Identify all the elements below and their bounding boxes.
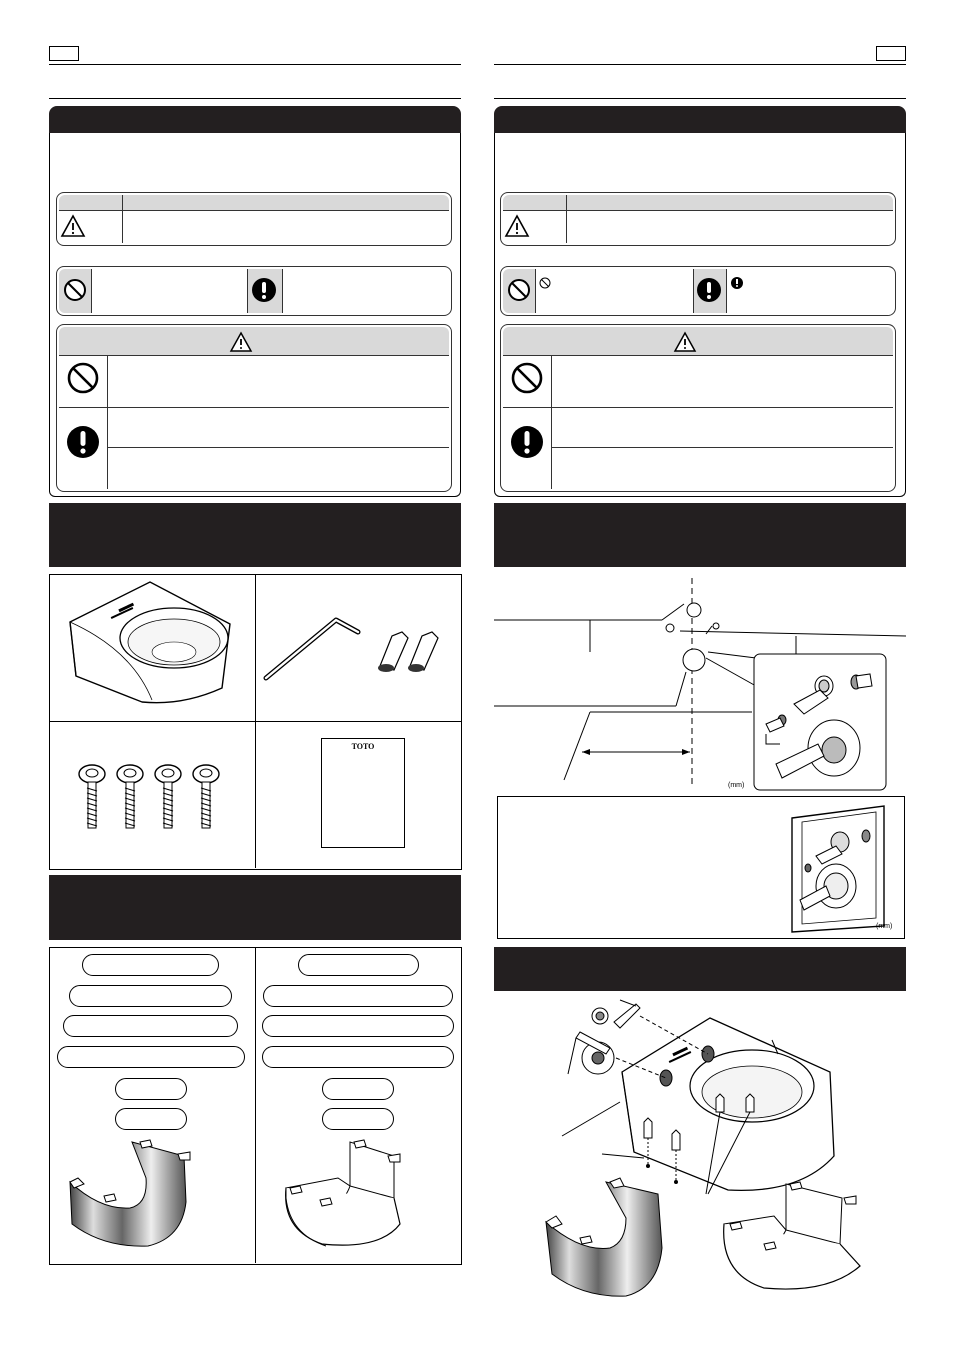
safety-header-bar-left xyxy=(49,106,461,133)
warning-triangle-icon xyxy=(504,214,530,238)
header-rule-right-2 xyxy=(494,98,906,99)
skirt-option-pill-12 xyxy=(322,1108,394,1130)
prohibition-icon xyxy=(510,361,544,395)
header-rule-left xyxy=(49,64,461,65)
caution-icon-column-divider xyxy=(107,355,108,489)
skirt-grid-vline xyxy=(255,947,256,1263)
caution-box-left xyxy=(56,324,452,492)
caution-row-line-2 xyxy=(108,447,449,448)
stainless-skirt-illustration xyxy=(64,1138,212,1250)
legend-divider xyxy=(122,195,123,243)
legend-divider xyxy=(566,195,567,243)
legend-row-line xyxy=(59,210,449,211)
prohibition-icon xyxy=(66,361,100,395)
booklet-brand-logo: TOTO xyxy=(351,742,375,751)
skirt-option-pill-1 xyxy=(82,954,219,976)
safety-header-bar-right xyxy=(494,106,906,133)
caution-header xyxy=(59,327,449,356)
skirt-option-pill-3 xyxy=(63,1015,238,1037)
rough-in-dimension-diagram xyxy=(494,574,906,794)
installation-exploded-diagram xyxy=(540,998,880,1306)
skirt-option-pill-2 xyxy=(69,985,232,1007)
header-rule-left-2 xyxy=(49,98,461,99)
symbol-legend-table-left xyxy=(56,192,452,246)
legend-header-row xyxy=(503,195,893,210)
caution-row-line-1 xyxy=(59,407,449,408)
legend-row-line xyxy=(503,210,893,211)
parts-header-band xyxy=(49,503,461,567)
right-page-number-box xyxy=(876,46,906,61)
skirt-option-pill-5 xyxy=(115,1078,187,1100)
caution-row-line-1 xyxy=(503,407,893,408)
instruction-booklet-illustration xyxy=(321,738,405,848)
prohibition-icon xyxy=(63,278,87,302)
hex-key-and-anchors-illustration xyxy=(262,612,452,692)
toilet-bowl-illustration xyxy=(62,580,242,710)
skirt-option-pill-4 xyxy=(57,1046,245,1068)
mounting-screws-illustration xyxy=(72,758,232,832)
mandatory-exclamation-icon xyxy=(251,277,277,303)
skirt-option-pill-9 xyxy=(262,1015,454,1037)
units-label: (mm) xyxy=(728,782,745,789)
skirt-option-pill-10 xyxy=(262,1046,454,1068)
header-rule-right xyxy=(494,64,906,65)
warning-triangle-icon xyxy=(673,331,697,353)
caution-row-line-2 xyxy=(552,447,893,448)
skirt-option-pill-11 xyxy=(322,1078,394,1100)
prohibition-icon-small xyxy=(539,277,551,289)
installation-header-band xyxy=(494,947,906,991)
caution-box-right xyxy=(500,324,896,492)
white-skirt-illustration xyxy=(280,1138,440,1250)
symbol-legend-table-right xyxy=(500,192,896,246)
skirt-option-pill-6 xyxy=(115,1108,187,1130)
mandatory-exclamation-icon xyxy=(66,425,100,459)
caution-header xyxy=(503,327,893,356)
wall-units-label: (mm) xyxy=(876,923,893,930)
symbol-meaning-strip-left xyxy=(56,266,452,316)
mandatory-exclamation-icon-small xyxy=(731,277,743,289)
prohibition-icon xyxy=(507,278,531,302)
parts-grid-hline xyxy=(49,721,461,722)
caution-icon-column-divider xyxy=(551,355,552,489)
warning-triangle-icon xyxy=(60,214,86,238)
mandatory-exclamation-icon xyxy=(696,277,722,303)
wall-mounting-detail-illustration xyxy=(780,800,892,934)
warning-triangle-icon xyxy=(229,331,253,353)
skirt-option-pill-8 xyxy=(263,985,453,1007)
mandatory-exclamation-icon xyxy=(510,425,544,459)
rough-in-header-band xyxy=(494,503,906,567)
symbol-meaning-strip-right xyxy=(500,266,896,316)
legend-header-row xyxy=(59,195,449,210)
left-page-number-box xyxy=(49,46,79,61)
skirt-header-band xyxy=(49,875,461,940)
skirt-option-pill-7 xyxy=(298,954,419,976)
